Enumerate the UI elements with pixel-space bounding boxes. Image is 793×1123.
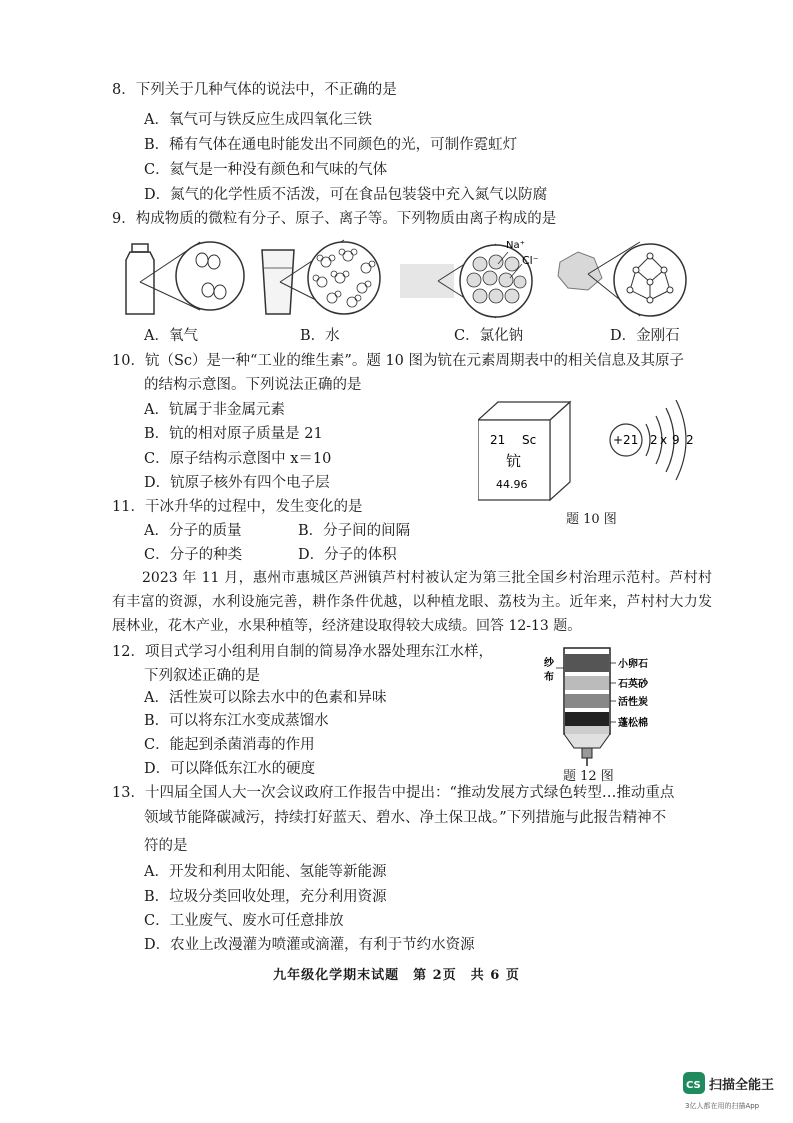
q13-stem-line3: 符的是	[144, 838, 188, 854]
q9-option-a: A．氧气	[144, 328, 198, 344]
q10-figure-caption: 题 10 图	[566, 512, 617, 527]
q8-option-b: B．稀有气体在通电时能发出不同颜色的光，可制作霓虹灯	[144, 137, 518, 153]
element-number: 21	[490, 433, 506, 447]
oxygen-jar-figure	[126, 242, 244, 314]
scanner-app-tagline: 3亿人都在用的扫描App	[685, 1102, 760, 1110]
q12-stem-line1: 12．项目式学习小组利用自制的简易净水器处理东江水样，	[112, 644, 493, 660]
q10-figure	[478, 400, 708, 505]
gauze-label-2: 布	[544, 672, 554, 683]
q9-option-c: C．氯化钠	[454, 328, 524, 344]
scanner-app-watermark	[683, 1068, 793, 1113]
water-filter-figure	[540, 644, 670, 768]
shell-4-electrons: 2	[686, 433, 694, 447]
page-footer: 九年级化学期末试题 第 2页 共 6 页	[273, 968, 520, 983]
q9-stem: 9．构成物质的微粒有分子、原子、离子等。下列物质由离子构成的是	[112, 211, 557, 227]
q10-option-c: C．原子结构示意图中 x＝10	[144, 451, 332, 467]
q11-option-c: C．分子的种类	[144, 547, 243, 563]
atomic-structure-diagram	[610, 400, 694, 480]
q13-stem-line2: 领域节能降碳减污，持续打好蓝天、碧水、净土保卫战。”下列措施与此报告精神不	[144, 810, 667, 826]
filter-label-quartz-sand: 石英砂	[618, 679, 648, 690]
filter-label-cotton: 蓬松棉	[618, 718, 648, 729]
context-passage: 2023 年 11 月，惠州市惠城区芦洲镇芦村村被认定为第三批全国乡村治理示范村。芦村村有丰富的资源，水利设施完善，耕作条件优越，以种植龙眼、荔枝为主。近年来，芦村村大力发展林业，花木产业，水果种植等，经济建设取得较大成绩。回答 12-13 题。	[112, 570, 712, 634]
q12-option-b: B．可以将东江水变成蒸馏水	[144, 713, 329, 729]
q9-option-d: D．金刚石	[610, 328, 680, 344]
shell-3-electrons: 9	[672, 433, 680, 447]
q8-stem: 8．下列关于几种气体的说法中，不正确的是	[112, 82, 397, 98]
q10-option-d: D．钪原子核外有四个电子层	[144, 475, 330, 491]
q11-stem: 11．干冰升华的过程中，发生变化的是	[112, 499, 363, 515]
q13-option-c: C．工业废气、废水可任意排放	[144, 913, 344, 929]
scanner-app-name: 扫描全能王	[709, 1078, 775, 1093]
q9-particle-figures	[118, 234, 708, 324]
q12-stem-line2: 下列叙述正确的是	[144, 668, 260, 684]
element-mass: 44.96	[496, 478, 528, 491]
element-name: 钪	[506, 452, 522, 470]
q13-stem-line1: 13．十四届全国人大一次会议政府工作报告中提出：“推动发展方式绿色转型…推动重点	[112, 785, 675, 801]
scanner-logo-icon: CS	[686, 1080, 701, 1091]
q12-option-c: C．能起到杀菌消毒的作用	[144, 737, 315, 753]
sodium-chloride-figure	[400, 240, 539, 318]
q10-stem-line1: 10．钪（Sc）是一种“工业的维生素”。题 10 图为钪在元素周期表中的相关信息及其原子	[112, 353, 684, 369]
q8-option-a: A．氧气可与铁反应生成四氧化三铁	[144, 112, 372, 128]
q10-option-a: A．钪属于非金属元素	[144, 402, 285, 418]
diamond-figure	[558, 242, 686, 316]
gauze-label-1: 纱	[544, 658, 554, 669]
q13-option-a: A．开发和利用太阳能、氢能等新能源	[144, 864, 387, 880]
q12-figure-caption: 题 12 图	[563, 769, 614, 784]
q11-option-d: D．分子的体积	[298, 547, 397, 563]
nucleus-charge: +21	[613, 433, 639, 447]
shell-1-electrons: 2	[650, 433, 658, 447]
q11-option-a: A．分子的质量	[144, 523, 242, 539]
cl-ion-label: Cl⁻	[522, 254, 539, 267]
q10-stem-line2: 的结构示意图。下列说法正确的是	[144, 377, 362, 393]
element-symbol: Sc	[522, 433, 537, 447]
q13-option-b: B．垃圾分类回收处理，充分利用资源	[144, 889, 387, 905]
water-glass-figure	[262, 240, 380, 314]
q13-option-d: D．农业上改漫灌为喷灌或滴灌，有利于节约水资源	[144, 937, 475, 953]
q8-option-c: C．氦气是一种没有颜色和气味的气体	[144, 162, 388, 178]
filter-label-pebbles: 小卵石	[618, 659, 648, 670]
q12-option-a: A．活性炭可以除去水中的色素和异味	[144, 690, 387, 706]
filter-label-activated-carbon: 活性炭	[618, 697, 648, 708]
q11-option-b: B．分子间的间隔	[298, 523, 411, 539]
shell-2-electrons: x	[660, 433, 668, 447]
periodic-table-cell	[478, 402, 570, 500]
q10-option-b: B．钪的相对原子质量是 21	[144, 426, 323, 442]
na-ion-label: Na⁺	[506, 240, 525, 251]
q9-option-b: B．水	[300, 328, 340, 344]
q8-option-d: D．氮气的化学性质不活泼，可在食品包装袋中充入氮气以防腐	[144, 187, 548, 203]
q12-option-d: D．可以降低东江水的硬度	[144, 761, 316, 777]
